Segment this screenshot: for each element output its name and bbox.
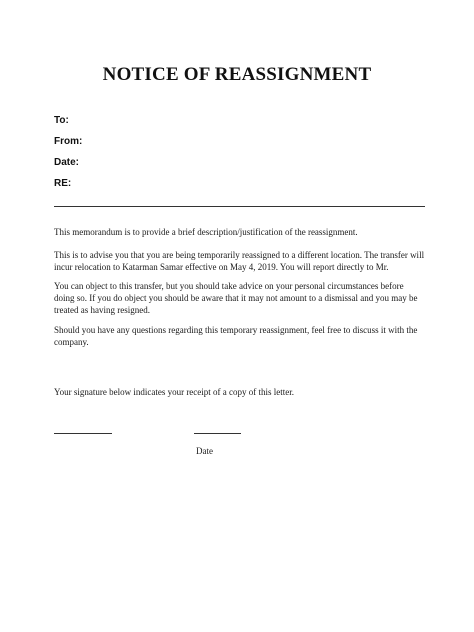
paragraph-purpose: This memorandum is to provide a brief description/justification of the reassignment. <box>54 227 358 237</box>
paragraph-objection: You can object to this transfer, but you should take advice on your personal circumstances before doing so. If you do object you should be aware that it may not amount to a dismissal and you may be treated as having resigned. <box>54 281 418 315</box>
date-label: Date <box>196 446 213 456</box>
field-date-label: Date: <box>54 157 80 168</box>
field-re-label: RE: <box>54 178 72 189</box>
memo-header-fields <box>54 116 82 200</box>
field-from-label: From: <box>54 136 83 147</box>
signature-line <box>54 433 112 434</box>
paragraph-reassignment-details: This is to advise you that you are being temporarily reassigned to a different location. The transfer will incur relocation to Katarman Samar effective on May 4, 2019. You will report directly to Mr. <box>54 250 425 272</box>
document-title: NOTICE OF REASSIGNMENT <box>102 64 372 85</box>
paragraph-questions: Should you have any questions regarding this temporary reassignment, feel free to discuss it with the company. <box>54 325 418 347</box>
header-divider <box>54 206 425 207</box>
date-line <box>194 433 241 434</box>
field-to-label: To: <box>54 115 69 126</box>
paragraph-signature-notice: Your signature below indicates your receipt of a copy of this letter. <box>54 387 295 397</box>
